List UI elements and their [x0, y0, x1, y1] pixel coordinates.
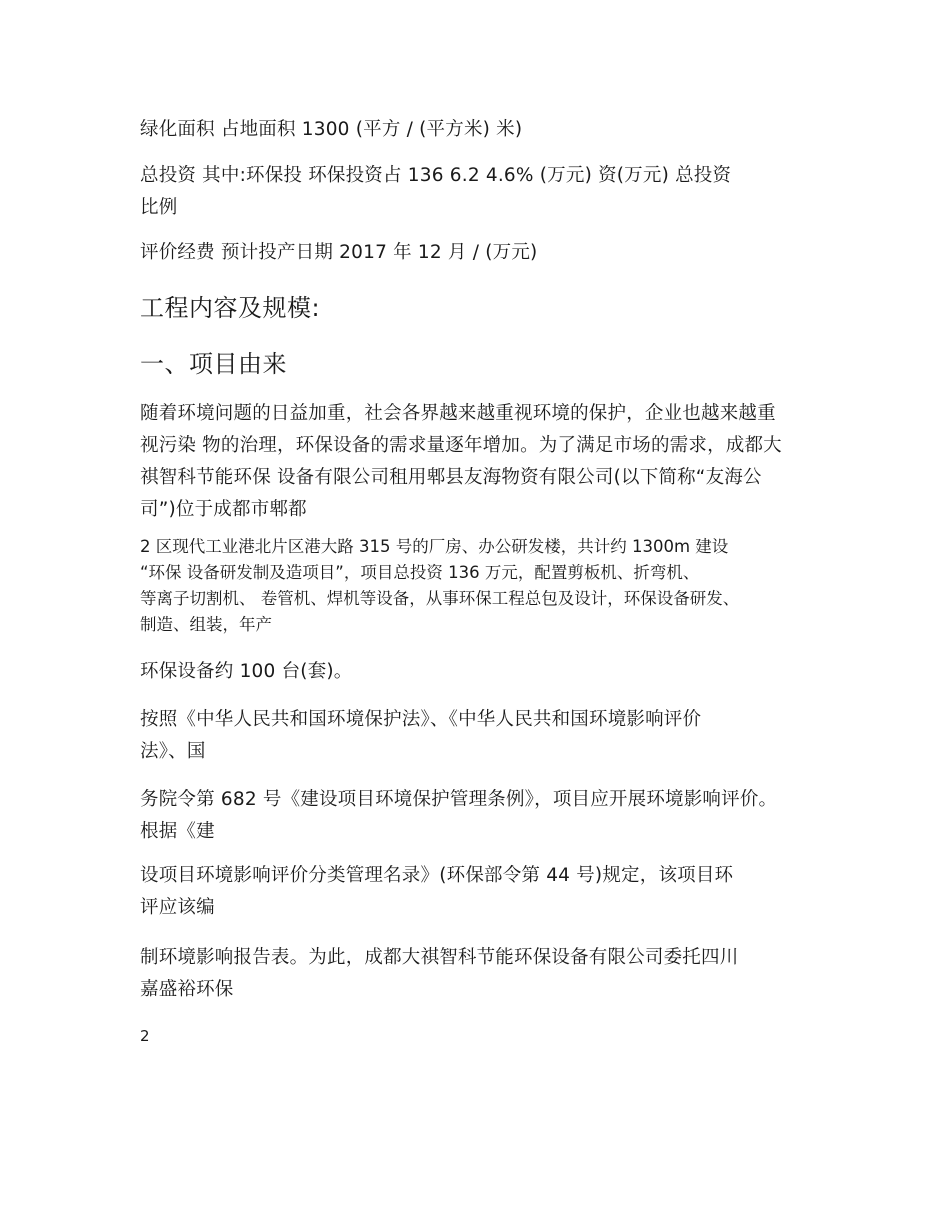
heading-project-origin: 一、项目由来 — [140, 350, 287, 378]
paragraph-commission — [140, 942, 738, 1006]
text-line: 根据《建 — [140, 821, 215, 842]
text-line: 随着环境问题的日益加重，社会各界越来越重视环境的保护，企业也越来越重 — [140, 403, 776, 424]
text-line: 评应该编 — [140, 897, 215, 918]
text-line: 制环境影响报告表。为此，成都大祺智科节能环保设备有限公司委托四川 — [140, 947, 739, 968]
text-line: “环保 设备研发制及造项目”，项目总投资 136 万元，配置剪板机、折弯机、 — [140, 563, 700, 582]
text-line: 评价经费 预计投产日期 2017 年 12 月 / (万元) — [140, 242, 538, 263]
text-line: 比例 — [140, 197, 178, 218]
text-line: 等离子切割机、 卷管机、焊机等设备，从事环保工程总包及设计，环保设备研发、 — [140, 589, 740, 608]
text-line: 环保设备约 100 台(套)。 — [140, 661, 353, 682]
paragraph-classification — [140, 860, 733, 924]
text-line: 视污染 物的治理，环保设备的需求量逐年增加。为了满足市场的需求，成都大 — [140, 435, 782, 456]
text-line: 司”)位于成都市郫都 — [140, 499, 307, 520]
investment-line — [140, 160, 731, 224]
page-number: 2 — [140, 1027, 150, 1045]
green-area-line — [140, 114, 522, 146]
paragraph-capacity — [140, 656, 353, 688]
text-line: 嘉盛裕环保 — [140, 979, 234, 1000]
paragraph-law-basis — [140, 704, 701, 768]
text-line: 绿化面积 占地面积 1300 (平方 / (平方米) 米) — [140, 119, 523, 140]
text-line: 制造、组装，年产 — [140, 615, 272, 634]
text-line: 总投资 其中:环保投 环保投资占 136 6.2 4.6% (万元) 资(万元) 总投资 — [140, 165, 732, 186]
paragraph-location — [140, 534, 739, 638]
text-line: 务院令第 682 号《建设项目环境保护管理条例》，项目应开展环境影响评价。 — [140, 789, 778, 810]
text-line: 按照《中华人民共和国环境保护法》、《中华人民共和国环境影响评价 — [140, 709, 702, 730]
text-line: 2 区现代工业港北片区港大路 315 号的厂房、办公研发楼，共计约 1300m 建设 — [140, 537, 729, 556]
paragraph-regulation — [140, 784, 777, 848]
text-line: 祺智科节能环保 设备有限公司租用郫县友海物资有限公司(以下简称“友海公 — [140, 467, 762, 488]
paragraph-background — [140, 398, 782, 526]
heading-project-scope: 工程内容及规模: — [140, 294, 321, 322]
text-line: 设项目环境影响评价分类管理名录》(环保部令第 44 号)规定，该项目环 — [140, 865, 734, 886]
text-line: 法》、国 — [140, 741, 206, 762]
fee-line — [140, 237, 537, 269]
